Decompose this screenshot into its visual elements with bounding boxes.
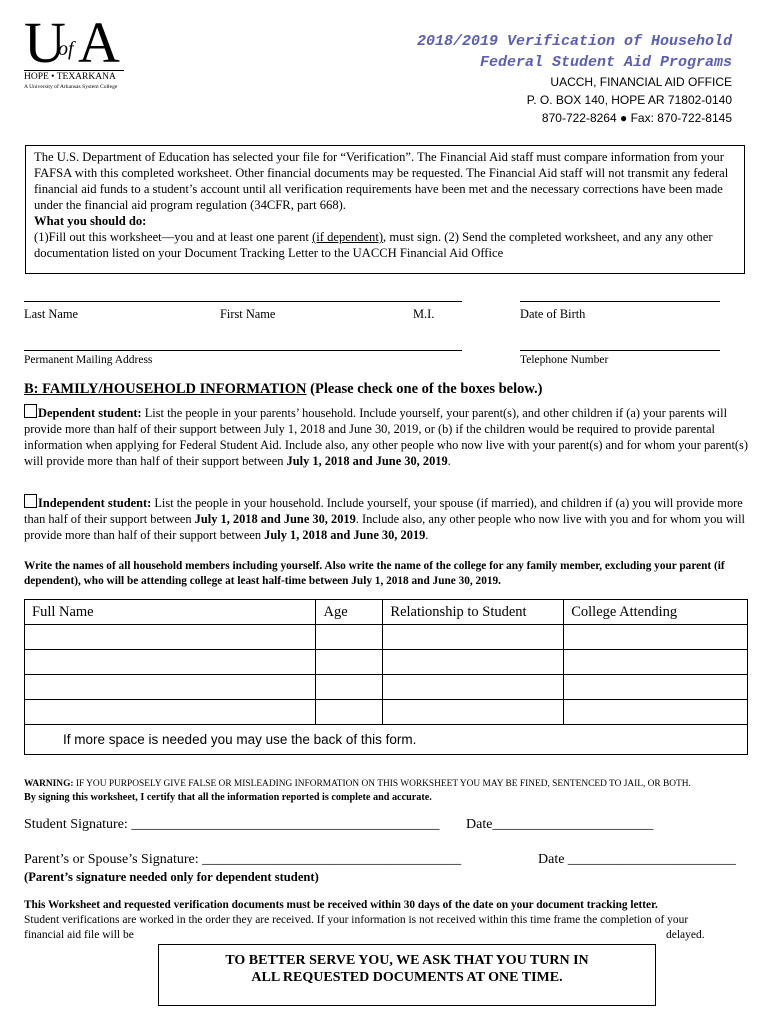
step-text-b: , must sign. (2) Send the completed worksheet, and any any other documentation listed on your Document Tracking Letter to the UACCH Financial Aid Office [34, 230, 713, 260]
col-full-name: Full Name [25, 600, 316, 625]
independent-paragraph: Independent student: List the people in your household. Include yourself, your spouse (if married), and children if (a) you will provide more than half of their support between July 1, 2018 and June 30, 2019. Include also, any other people who now live with you and for whom you will provide more than half of their support between July 1, 2018 and June 30, 2019. [24, 496, 745, 542]
parent-date-line[interactable]: Date ________________________ [538, 852, 736, 867]
what-to-do-heading: What you should do: [34, 214, 147, 228]
col-age: Age [316, 600, 383, 625]
parent-signature-line[interactable]: Parent’s or Spouse’s Signature: _____________________________________ [24, 852, 462, 867]
dependent-checkbox[interactable] [24, 404, 37, 418]
form-title-line1: 2018/2019 Verification of Household [416, 33, 732, 50]
processing-text: Student verifications are worked in the order they are received. If your information is not received within this time frame the completion of your [24, 914, 689, 926]
form-title [312, 31, 732, 73]
dependent-text: List the people in your parents’ household. Include yourself, your parent(s), and other children if (a) your parents will provide more than half of their support between July 1, 2018 and June 30, 2019, or (b) if the children would be required to provide parental information when applying for Federal Student Aid. Include also, any other people who now live with your parent(s) and for whom your parent(s) will provide more than half of their support between [24, 406, 748, 468]
telephone-field-line[interactable] [520, 350, 720, 351]
deadline-text: This Worksheet and requested verification documents must be received within 30 days of the date on your document tracking letter. [24, 899, 658, 911]
office-name: UACCH, FINANCIAL AID OFFICE [550, 75, 732, 89]
household-table-wrap [24, 599, 748, 755]
col-relationship: Relationship to Student [383, 600, 564, 625]
section-b-suffix: (Please check one of the boxes below.) [306, 381, 543, 397]
cell-college[interactable] [564, 650, 748, 675]
logo-rule [24, 70, 124, 71]
processing-text-end-a: financial aid file will be [24, 929, 134, 941]
cell-college[interactable] [564, 675, 748, 700]
cell-age[interactable] [316, 650, 383, 675]
cell-relationship[interactable] [383, 700, 564, 725]
parent-signature-note: (Parent’s signature needed only for dependent student) [24, 870, 319, 884]
mailing-field-line[interactable] [24, 350, 462, 351]
independent-dates-1: July 1, 2018 and June 30, 2019 [194, 512, 356, 526]
cell-relationship[interactable] [383, 675, 564, 700]
table-row [25, 650, 748, 675]
office-fax: Fax: 870-722-8145 [630, 111, 732, 125]
student-signature-line[interactable]: Student Signature: ____________________________________________ [24, 817, 440, 832]
office-info [412, 73, 732, 127]
logo-letter-of: of [58, 38, 74, 60]
dependent-paragraph: Dependent student: List the people in your parents’ household. Include yourself, your parent(s), and other children if (a) your parents will provide more than half of their support between July 1, 2018 and June 30, 2019, or (b) if the children would be required to provide parental information when applying for Federal Student Aid. Include also, any other people who now live with your parent(s) and for whom your parent(s) will provide more than half of their support between July 1, 2018 and June 30, 2019. [24, 406, 748, 468]
independent-text-1: List the people in your household. Include yourself, your spouse (if married), and children if (a) you will provide more than half of their support between [24, 496, 743, 526]
dob-label: Date of Birth [520, 307, 586, 321]
step-text-underline: (if dependent) [312, 230, 384, 244]
cell-age[interactable] [316, 700, 383, 725]
step-text-a: (1)Fill out this worksheet—you and at least one parent [34, 230, 313, 244]
table-row [25, 625, 748, 650]
warning [24, 779, 691, 789]
turn-in-notice-box: TO BETTER SERVE YOU, WE ASK THAT YOU TURN IN ALL REQUESTED DOCUMENTS AT ONE TIME. [158, 944, 656, 1006]
section-b-heading [24, 381, 543, 398]
cell-relationship[interactable] [383, 650, 564, 675]
dependent-label: Dependent student: [38, 406, 142, 420]
section-b-title: B: FAMILY/HOUSEHOLD INFORMATION [24, 381, 307, 397]
logo-letter-u: U [24, 10, 62, 75]
intro-box [25, 145, 745, 274]
form-title-line2: Federal Student Aid Programs [479, 54, 732, 71]
office-contact [412, 109, 732, 127]
col-college: College Attending [564, 600, 748, 625]
dob-field-line[interactable] [520, 301, 720, 302]
dependent-dates: July 1, 2018 and June 30, 2019 [286, 454, 448, 468]
logo-letter-a: A [78, 10, 116, 75]
warning-text: IF YOU PURPOSELY GIVE FALSE OR MISLEADING INFORMATION ON THIS WORKSHEET YOU MAY BE FINED, SENTENCED TO JAIL, OR BOTH. [73, 779, 691, 789]
certify-text: By signing this worksheet, I certify that all the information reported is complete and accurate. [24, 792, 432, 803]
logo [24, 10, 124, 92]
cell-full-name[interactable] [25, 675, 316, 700]
household-table [24, 599, 748, 755]
table-note-row [25, 725, 748, 755]
independent-text-2: . Include also, any other people who now live with you and for whom you will provide more than half of their support between [24, 512, 745, 542]
independent-checkbox[interactable] [24, 494, 37, 508]
bullet-icon: ● [620, 111, 628, 125]
cell-age[interactable] [316, 625, 383, 650]
table-row [25, 700, 748, 725]
cell-full-name[interactable] [25, 625, 316, 650]
logo-tagline: A University of Arkansas System College [24, 84, 118, 90]
processing-text-end-b: delayed. [666, 929, 705, 941]
cell-college[interactable] [564, 700, 748, 725]
office-address: P. O. BOX 140, HOPE AR 71802-0140 [526, 93, 732, 107]
cell-full-name[interactable] [25, 700, 316, 725]
cell-full-name[interactable] [25, 650, 316, 675]
table-row [25, 675, 748, 700]
telephone-label: Telephone Number [520, 354, 609, 366]
student-date-line[interactable]: Date_______________________ [466, 817, 654, 832]
first-name-label: First Name [220, 307, 276, 321]
table-header-row [25, 600, 748, 625]
cell-age[interactable] [316, 675, 383, 700]
table-note: If more space is needed you may use the back of this form. [25, 725, 748, 755]
mi-label: M.I. [413, 307, 435, 321]
mailing-label: Permanent Mailing Address [24, 354, 153, 366]
warning-label: WARNING: [24, 779, 74, 789]
logo-campus: HOPE • TEXARKANA [24, 72, 116, 82]
household-instructions: Write the names of all household members including yourself. Also write the name of the college for any family member, excluding your parent (if dependent), who will be attending college at least half-time between July 1, 2018 and June 30, 2019. [24, 560, 725, 587]
office-phone: 870-722-8264 [541, 111, 617, 125]
cell-relationship[interactable] [383, 625, 564, 650]
independent-label: Independent student: [38, 496, 152, 510]
intro-text: The U.S. Department of Education has selected your file for “Verification”. The Financial Aid staff must compare information from your FAFSA with this completed worksheet. Other financial documents may be requested. The Financial Aid staff will not transmit any federal financial aid funds to a student’s account until all verification requirements have been met and the necessary corrections have been made under the financial aid program regulation (34CFR, part 668). [34, 150, 729, 212]
name-field-line[interactable] [24, 301, 462, 302]
last-name-label: Last Name [24, 307, 79, 321]
cell-college[interactable] [564, 625, 748, 650]
independent-dates-2: July 1, 2018 and June 30, 2019 [264, 528, 426, 542]
